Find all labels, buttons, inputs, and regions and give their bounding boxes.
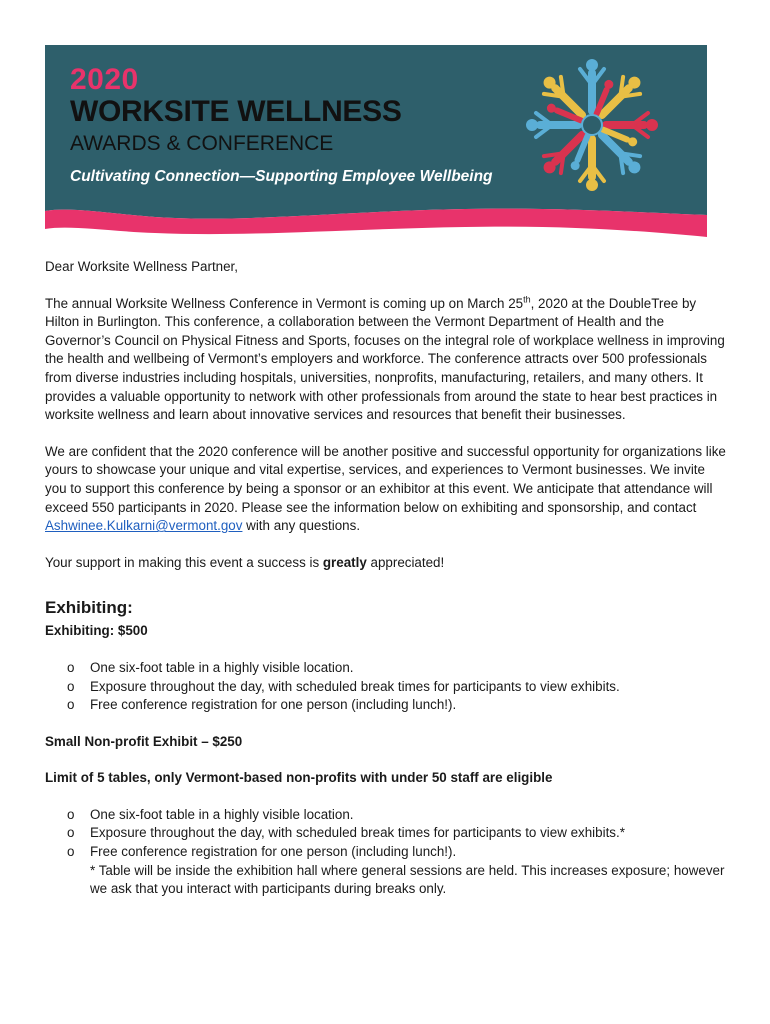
bullet-icon: o bbox=[67, 806, 75, 822]
letter-body bbox=[45, 258, 727, 899]
list-item: o Free conference registration for one person (including lunch!). bbox=[45, 696, 727, 715]
exhibiting-heading: Exhibiting: bbox=[45, 598, 133, 618]
bullet-icon: o bbox=[67, 678, 75, 694]
list-item: o Exposure throughout the day, with scheduled break times for participants to view exhibits. bbox=[45, 678, 727, 697]
list-item: o Exposure throughout the day, with scheduled break times for participants to view exhibits.* bbox=[45, 824, 727, 843]
exhibit-standard-list bbox=[45, 659, 727, 715]
banner-tagline: Cultivating Connection—Supporting Employee Wellbeing bbox=[70, 168, 493, 185]
bullet-icon: o bbox=[67, 697, 75, 713]
conference-banner bbox=[45, 45, 707, 237]
bullet-icon: o bbox=[67, 844, 75, 860]
exhibit-nonprofit-eligibility: Limit of 5 tables, only Vermont-based non-profits with under 50 staff are eligible bbox=[45, 770, 553, 786]
people-circle-logo bbox=[526, 59, 658, 191]
paragraph-thanks: Your support in making this event a success is greatly appreciated! bbox=[45, 554, 445, 570]
banner-year: 2020 bbox=[70, 63, 139, 96]
greeting: Dear Worksite Wellness Partner, bbox=[45, 259, 238, 274]
list-item: o One six-foot table in a highly visible location. bbox=[45, 806, 727, 825]
paragraph-intro: The annual Worksite Wellness Conference in Vermont is coming up on March 25th, 2020 at the DoubleTree by Hilton in Burlington. This conference, a collaboration between the Vermont Department of Health and the Governor’s Council on Physical Fitness and Sports, focuses on the integral role of workplace wellness in improving the health and wellbeing of Vermont’s employers and workforce. The conference attracts over 500 professionals from diverse industries including hospitals, universities, nonprofits, manufacturing, retailers, and many others. It provides a valuable opportunity to network with other professionals from around the state to hear best practices in worksite wellness and learn about innovative services and resources that benefit their businesses. bbox=[45, 294, 725, 423]
exhibit-nonprofit-list bbox=[45, 806, 727, 862]
exhibit-nonprofit-title: Small Non-profit Exhibit – $250 bbox=[45, 733, 243, 749]
banner-subtitle: AWARDS & CONFERENCE bbox=[70, 132, 334, 155]
list-item: o One six-foot table in a highly visible location. bbox=[45, 659, 727, 678]
exhibit-standard-title: Exhibiting: $500 bbox=[45, 623, 148, 639]
bullet-icon: o bbox=[67, 659, 75, 675]
exhibit-footnote: * Table will be inside the exhibition hall where general sessions are held. This increases exposure; however we ask that you interact with participants during breaks only. bbox=[90, 862, 725, 897]
contact-email-link[interactable]: Ashwinee.Kulkarni@vermont.gov bbox=[45, 518, 243, 534]
banner-title: WORKSITE WELLNESS bbox=[70, 95, 402, 128]
bullet-icon: o bbox=[67, 825, 75, 841]
paragraph-invitation: We are confident that the 2020 conference will be another positive and successful opportunity for organizations like yours to showcase your unique and vital expertise, services, and experiences to Vermont businesses. We invite you to support this conference by being a sponsor or an exhibitor at this event. We anticipate that attendance will exceed 550 participants in 2020. Please see the information below on exhibiting and sponsorship, and contact Ashwinee.Kulkarni@vermont.gov with any questions. bbox=[45, 443, 726, 534]
list-item: o Free conference registration for one person (including lunch!). bbox=[45, 843, 727, 862]
